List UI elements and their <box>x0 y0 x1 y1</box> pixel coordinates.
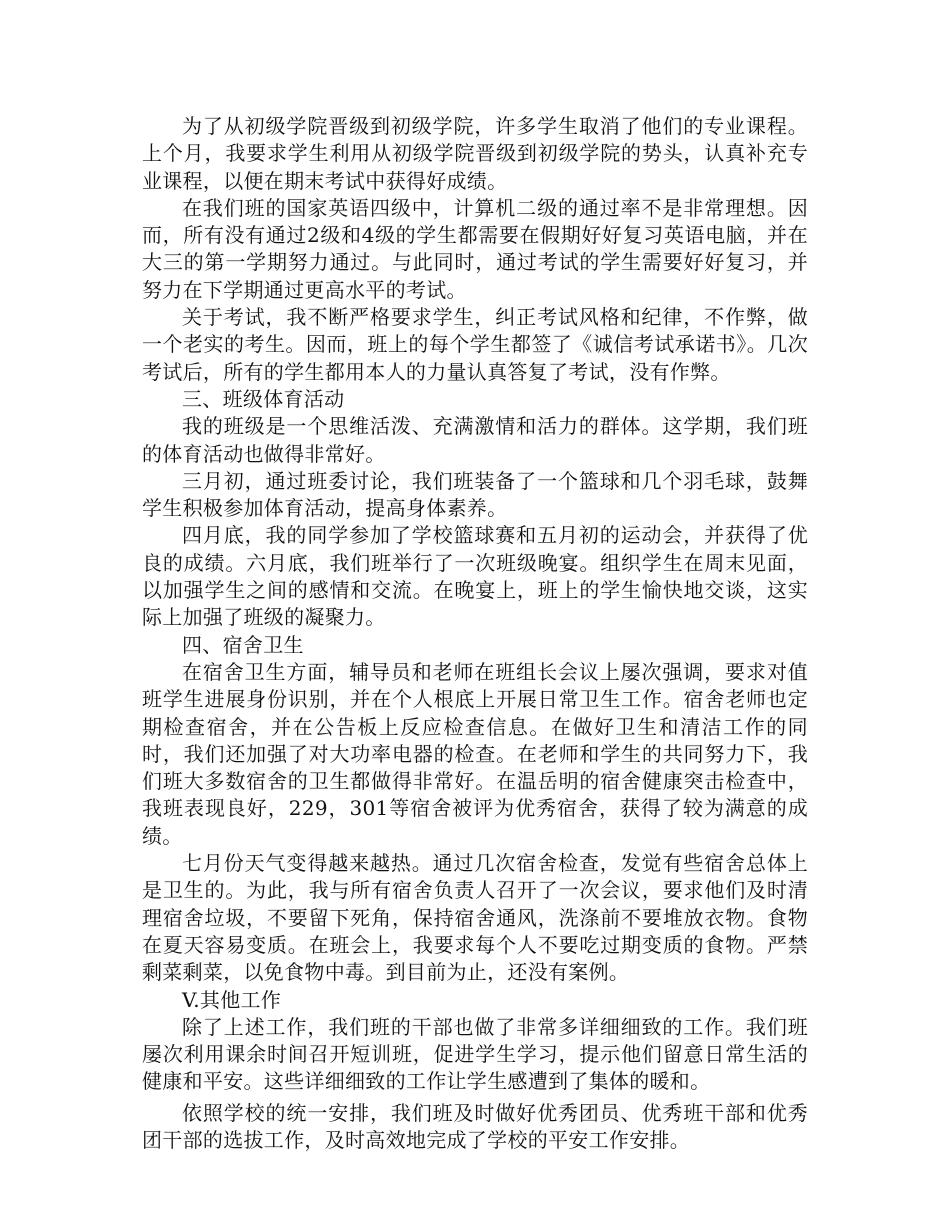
paragraph: 我的班级是一个思维活泼、充满激情和活力的群体。这学期，我们班的体育活动也做得非常好。 <box>142 414 808 466</box>
paragraph: 在我们班的国家英语四级中，计算机二级的通过率不是非常理想。因而，所有没有通过2级和4级的学生都需要在假期好好复习英语电脑，并在大三的第一学期努力通过。与此同时，通过考试的学生需要好好复习，并努力在下学期通过更高水平的考试。 <box>142 195 808 302</box>
document-body <box>142 113 808 1154</box>
paragraph: 为了从初级学院晋级到初级学院，许多学生取消了他们的专业课程。上个月，我要求学生利用从初级学院晋级到初级学院的势头，认真补充专业课程，以便在期末考试中获得好成绩。 <box>142 114 808 193</box>
paragraph: 除了上述工作，我们班的干部也做了非常多详细细致的工作。我们班屡次利用课余时间召开短训班，促进学生学习，提示他们留意日常生活的健康和平安。这些详细细致的工作让学生感遭到了集体的暖和。 <box>142 1014 808 1094</box>
section-heading-dorm-hygiene: 四、宿舍卫生 <box>182 632 304 657</box>
paragraph: 四月底，我的同学参加了学校篮球赛和五月初的运动会，并获得了优良的成绩。六月底，我们班举行了一次班级晚宴。组织学生在周末见面，以加强学生之间的感情和交流。在晚宴上，班上的学生愉快地交谈，这实际上加强了班级的凝聚力。 <box>142 523 808 630</box>
section-heading-sports: 三、班级体育活动 <box>182 386 345 411</box>
paragraph: 在宿舍卫生方面，辅导员和老师在班组长会议上屡次强调，要求对值班学生进展身份识别，并在个人根底上开展日常卫生工作。宿舍老师也定期检查宿舍，并在公告板上反应检查信息。在做好卫生和清洁工作的同时，我们还加强了对大功率电器的检查。在老师和学生的共同努力下，我们班大多数宿舍的卫生都做得非常好。在温岳明的宿舍健康突击检查中，我班表现良好，229，301等宿舍被评为优秀宿舍，获得了较为满意的成绩。 <box>142 659 808 848</box>
paragraph: 七月份天气变得越来越热。通过几次宿舍检查，发觉有些宿舍总体上是卫生的。为此，我与所有宿舍负责人召开了一次会议，要求他们及时清理宿舍垃圾，不要留下死角，保持宿舍通风，洗涤前不要堆放衣物。食物在夏天容易变质。在班会上，我要求每个人不要吃过期变质的食物。严禁剩菜剩菜，以免食物中毒。到目前为止，还没有案例。 <box>142 851 808 985</box>
paragraph: 关于考试，我不断严格要求学生，纠正考试风格和纪律，不作弊，做一个老实的考生。因而，班上的每个学生都签了《诚信考试承诺书》。几次考试后，所有的学生都用本人的力量认真答复了考试，没有作弊。 <box>142 305 808 384</box>
paragraph: 三月初，通过班委讨论，我们班装备了一个篮球和几个羽毛球，鼓舞学生积极参加体育活动，提高身体素养。 <box>142 468 808 521</box>
paragraph: 依照学校的统一安排，我们班及时做好优秀团员、优秀班干部和优秀团干部的选拔工作，及时高效地完成了学校的平安工作安排。 <box>142 1100 808 1152</box>
section-heading-other-work: V.其他工作 <box>182 987 282 1012</box>
